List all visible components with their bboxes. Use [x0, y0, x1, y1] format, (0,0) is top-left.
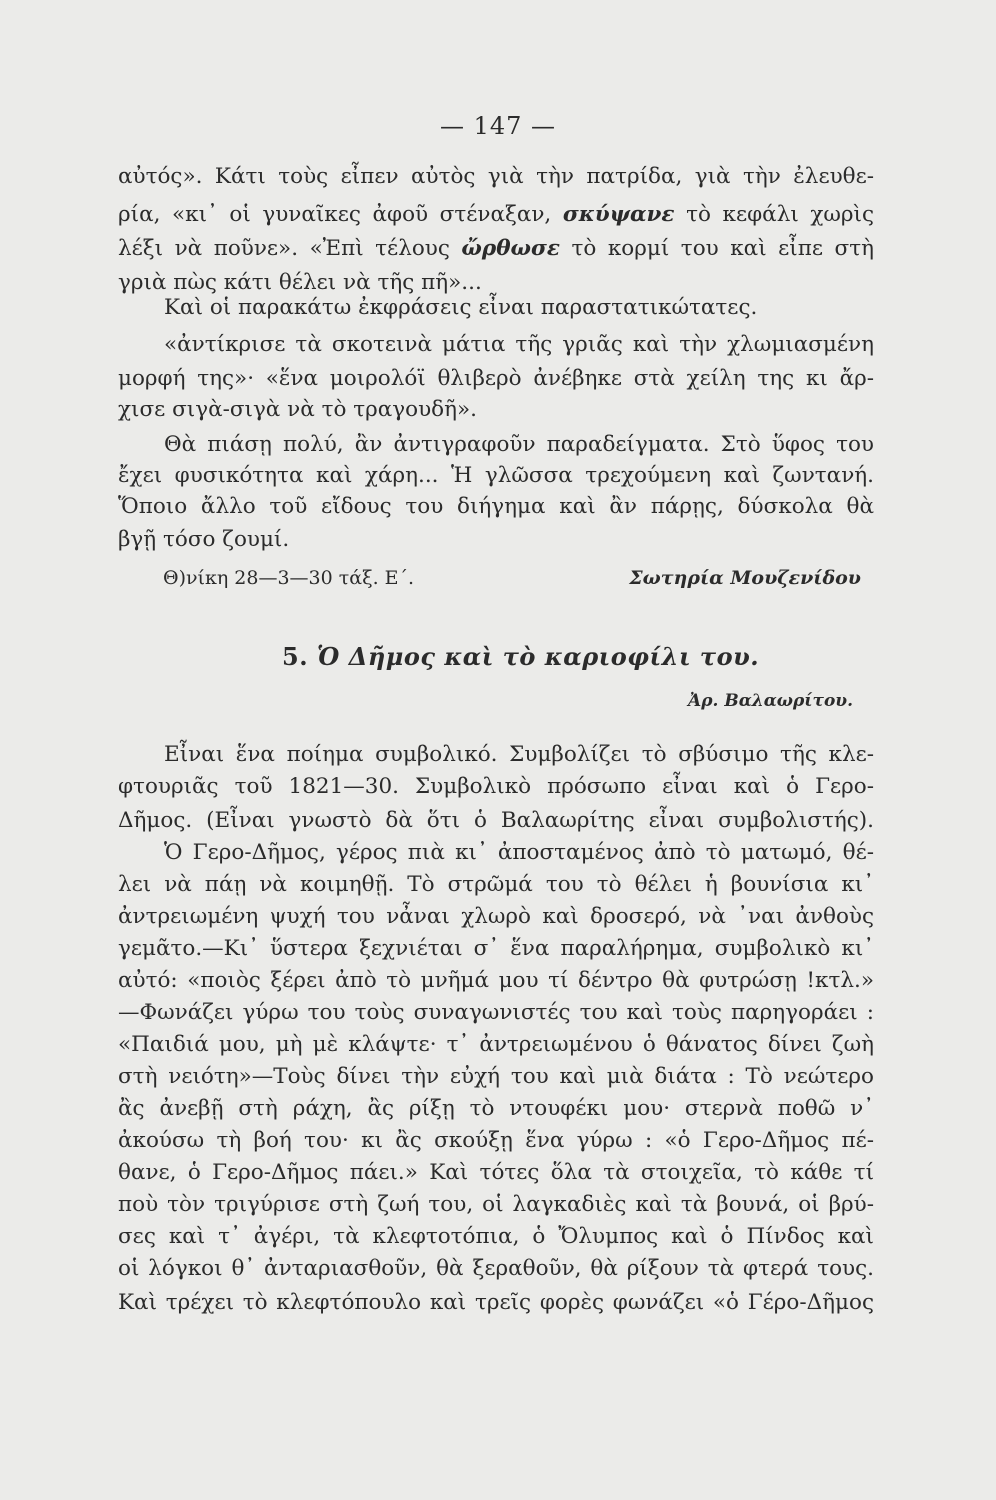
- text-line: γεμᾶτο.—Κι᾿ ὕστερα ξεχνιέται σ᾿ ἕνα παραλήρημα, συμβολικὸ κι᾿: [118, 936, 874, 961]
- text-line: Ὅποιο ἄλλο τοῦ εἴδους του διήγημα καὶ ἂν πάρῃς, δύσκολα θὰ: [118, 494, 874, 519]
- text-line: [118, 200, 874, 230]
- text-line: ἀκούσω τὴ βοή του· κι ἂς σκούξῃ ἕνα γύρω : «ὁ Γερο-Δῆμος πέ-: [118, 1128, 874, 1153]
- section-author: Ἀρ. Βαλαωρίτου.: [688, 691, 853, 711]
- text-line: Ὁ Γερο-Δῆμος, γέρος πιὰ κι᾿ ἀποσταμένος ἀπὸ τὸ ματωμό, θέ-: [164, 840, 874, 865]
- text-line: Δῆμος. (Εἶναι γνωστὸ δὰ ὅτι ὁ Βαλαωρίτης εἶναι συμβολιστής).: [118, 808, 874, 833]
- text-line: αὐτό: «ποιὸς ξέρει ἀπὸ τὸ μνῆμά μου τί δέντρο θὰ φυτρώσῃ !κτλ.»: [118, 968, 874, 993]
- text-line: γριὰ πὼς κάτι θέλει νὰ τῆς πῆ»...: [118, 270, 482, 295]
- signature-author: Σωτηρία Μουζενίδου: [629, 567, 861, 589]
- text-line: φτουριᾶς τοῦ 1821—30. Συμβολικὸ πρόσωπο εἶναι καὶ ὁ Γερο-: [118, 774, 874, 799]
- page-number: — 147 —: [439, 112, 557, 140]
- text-line: Εἶναι ἕνα ποίημα συμβολικό. Συμβολίζει τὸ σβύσιμο τῆς κλε-: [164, 742, 874, 767]
- text-line: θανε, ὁ Γερο-Δῆμος πάει.» Καὶ τότες ὅλα τὰ στοιχεῖα, τὸ κάθε τί: [118, 1160, 874, 1185]
- section-number: 5.: [282, 642, 309, 671]
- text-line: αὐτός». Κάτι τοὺς εἶπεν αὐτὸς γιὰ τὴν πατρίδα, γιὰ τὴν ἐλευθε-: [118, 164, 874, 189]
- text-line: λει νὰ πάῃ νὰ κοιμηθῇ. Τὸ στρῶμά του τὸ θέλει ἡ βουνίσια κι᾿: [118, 872, 874, 897]
- text-line: μορφή της»· «ἕνα μοιρολόϊ θλιβερὸ ἀνέβηκε στὰ χείλη της κι ἄρ-: [118, 366, 874, 391]
- section-title-text: Ὁ Δῆμος καὶ τὸ καριοφίλι του.: [316, 642, 760, 671]
- emphasized-word: ὤρθωσε: [461, 236, 560, 261]
- text-line: ποὺ τὸν τριγύρισε στὴ ζωή του, οἱ λαγκαδιὲς καὶ τὰ βουνά, οἱ βρύ-: [118, 1192, 874, 1217]
- text-line: —Φωνάζει γύρω του τοὺς συναγωνιστές του καὶ τοὺς παρηγοράει :: [118, 1000, 874, 1025]
- text-line: «ἀντίκρισε τὰ σκοτεινὰ μάτια τῆς γριᾶς καὶ τὴν χλωμιασμένη: [164, 332, 874, 357]
- text-line: οἱ λόγκοι θ᾿ ἀνταριασθοῦν, θὰ ξεραθοῦν, θὰ ρίξουν τὰ φτερά τους.: [118, 1256, 874, 1281]
- text-line: ἂς ἀνεβῇ στὴ ράχη, ἂς ρίξῃ τὸ ντουφέκι μου· στερνὰ ποθῶ ν᾿: [118, 1096, 874, 1121]
- text-line: σες καὶ τ᾿ ἀγέρι, τὰ κλεφτοτόπια, ὁ Ὄλυμπος καὶ ὁ Πίνδος καὶ: [118, 1224, 874, 1249]
- text-line: λέξι νὰ ποῦνε». «Ἐπὶ τέλους ὤρθωσε τὸ κορμί του καὶ εἶπε στὴ: [118, 236, 874, 261]
- signature-row: [163, 563, 861, 593]
- text-line: Καὶ τρέχει τὸ κλεφτόπουλο καὶ τρεῖς φορὲς φωνάζει «ὁ Γέρο-Δῆμος: [118, 1290, 874, 1315]
- text-line: Θὰ πιάσῃ πολύ, ἂν ἀντιγραφοῦν παραδείγματα. Στὸ ὕφος του: [164, 432, 874, 457]
- text-line: ἀντρειωμένη ψυχή του νἆναι χλωρὸ καὶ δροσερό, νὰ ᾿ναι ἀνθοὺς: [118, 904, 874, 929]
- text-line: χισε σιγὰ-σιγὰ νὰ τὸ τραγουδῆ».: [118, 397, 477, 422]
- emphasized-word: σκύψανε: [562, 202, 675, 227]
- section-title: [282, 642, 759, 671]
- text-line: βγῇ τόσο ζουμί.: [118, 527, 290, 552]
- text-line: Καὶ οἱ παρακάτω ἐκφράσεις εἶναι παραστατικώτατες.: [164, 295, 758, 320]
- text-line: ἔχει φυσικότητα καὶ χάρη... Ἡ γλῶσσα τρεχούμενη καὶ ζωντανή.: [118, 463, 874, 488]
- text-line-content: ρία, «κι᾿ οἱ γυναῖκες ἀφοῦ στέναξαν, σκύψανε τὸ κεφάλι χωρὶς: [118, 202, 875, 227]
- text-line: «Παιδιά μου, μὴ μὲ κλάψτε· τ᾿ ἀντρειωμένου ὁ θάνατος δίνει ζωὴ: [118, 1032, 874, 1057]
- place-date: Θ)νίκη 28—3—30 τάξ. Ε΄.: [163, 567, 415, 589]
- text-line: στὴ νειότη»—Τοὺς δίνει τὴν εὐχή του καὶ μιὰ διάτα : Τὸ νεώτερο: [118, 1064, 874, 1089]
